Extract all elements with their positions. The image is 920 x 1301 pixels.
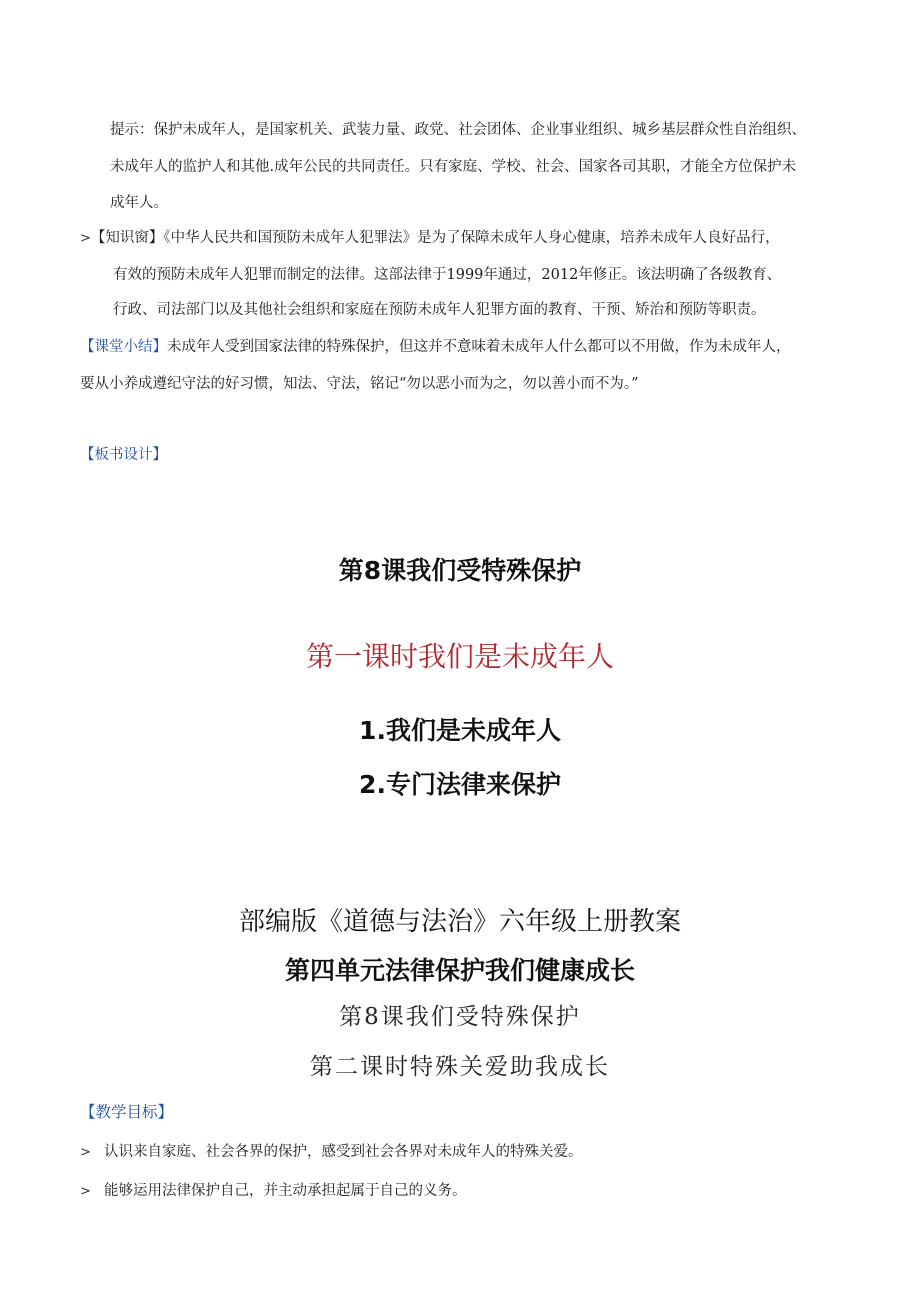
objective-text-2: 能够运用法律保护自己，并主动承担起属于自己的义务。 (104, 1183, 467, 1199)
summary-text-1: 未成年人受到国家法律的特殊保护，但这并不意味着未成年人什么都可以不用做，作为未成年人， (167, 339, 791, 355)
board-period-title: 第一课时我们是未成年人 (305, 640, 614, 673)
next-lesson-title: 第8课我们受特殊保护 (339, 1004, 581, 1030)
board-design-label: 【板书设计】 (80, 447, 167, 463)
knowledge-line-2: 有效的预防未成年人犯罪而制定的法律。这部法律于1999年通过，2012年修正。该法明确了各级教育、 (113, 267, 782, 283)
next-period-title: 第二课时特殊关爱助我成长 (310, 1054, 610, 1080)
book-title: 部编版《道德与法治》六年级上册教案 (238, 907, 681, 937)
bullet-arrow-icon: > (80, 231, 91, 246)
board-point-2: 2.专门法律来保护 (359, 770, 561, 799)
knowledge-line-1 (80, 220, 780, 257)
hint-line-1: 提示：保护未成年人，是国家机关、武装力量、政党、社会团体、企业事业组织、城乡基层群众性自治组织、 (110, 122, 806, 138)
knowledge-label: 【知识窗】 (90, 230, 164, 246)
summary-line-2: 要从小养成遵纪守法的好习惯，知法、守法，铭记“勿以恶小而为之，勿以善小而不为。” (80, 376, 639, 392)
knowledge-line-3: 行政、司法部门以及其他社会组织和家庭在预防未成年人犯罪方面的教育、干预、矫治和预防等职责。 (113, 302, 766, 318)
summary-line-1 (80, 329, 791, 365)
bullet-arrow-icon: > (80, 1145, 91, 1160)
board-point-1: 1.我们是未成年人 (359, 716, 561, 745)
objective-item-1 (80, 1134, 583, 1171)
objectives-label: 【教学目标】 (80, 1103, 174, 1121)
objective-item-2 (80, 1173, 467, 1210)
unit-title: 第四单元法律保护我们健康成长 (284, 956, 635, 985)
board-lesson-title: 第8课我们受特殊保护 (338, 556, 582, 585)
objective-text-1: 认识来自家庭、社会各界的保护，感受到社会各界对未成年人的特殊关爱。 (104, 1144, 583, 1160)
hint-line-2: 未成年人的监护人和其他.成年公民的共同责任。只有家庭、学校、社会、国家各司其职，才能全方位保护未 (110, 159, 797, 175)
hint-line-3: 成年人。 (110, 195, 168, 211)
knowledge-text-1: 《中华人民共和国预防未成年人犯罪法》是为了保障未成年人身心健康，培养未成年人良好品行， (163, 230, 780, 246)
summary-label: 【课堂小结】 (80, 339, 167, 355)
bullet-arrow-icon: > (80, 1184, 91, 1199)
